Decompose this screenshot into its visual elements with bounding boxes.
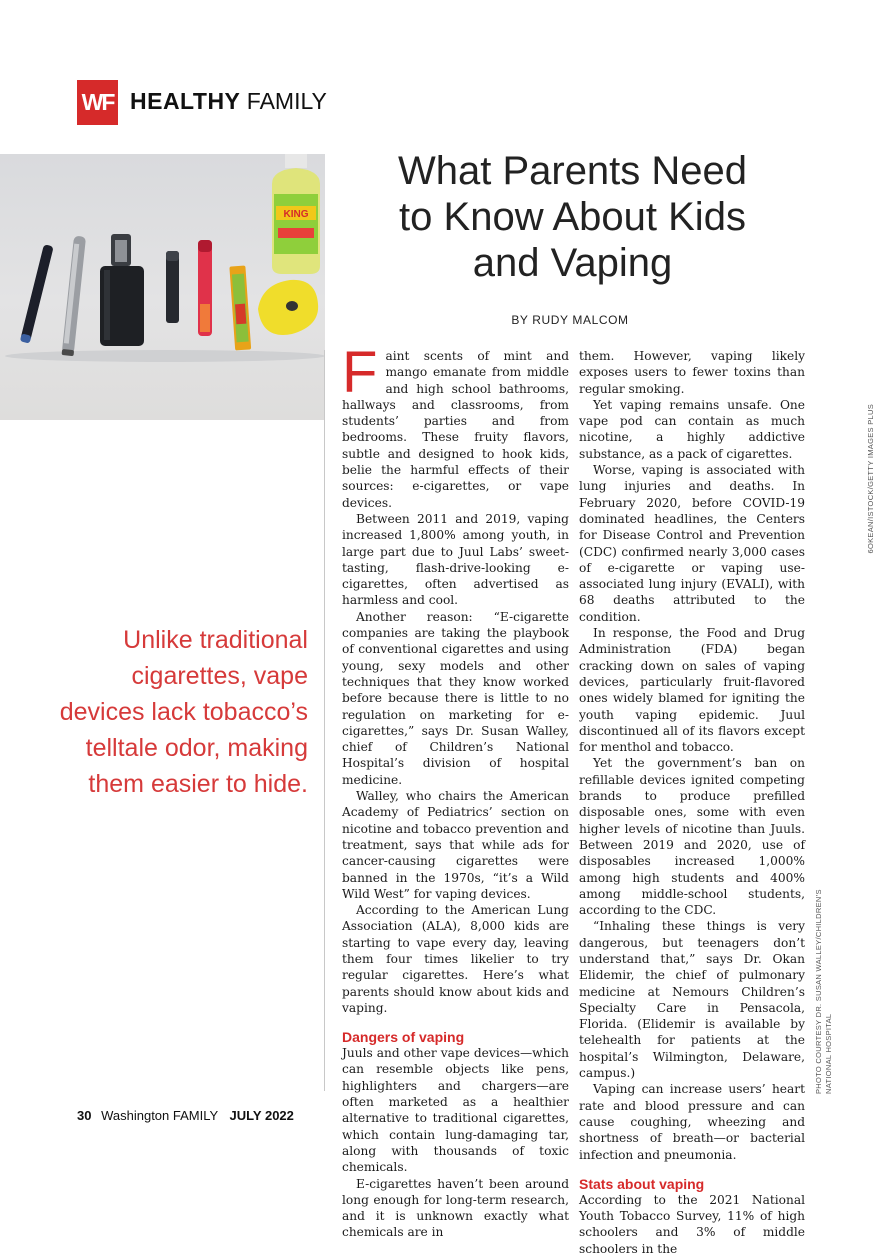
article-title bbox=[365, 148, 780, 286]
paragraph: Walley, who chairs the American Academy of Pediatrics’ section on nicotine and tobacco prevention and treatment, says that while ads for cancer-causing cigarettes were banned in the 1970s, “it’s a Wild Wild West” for vaping devices. bbox=[342, 789, 569, 901]
paragraph: Yet the government’s ban on refillable devices ignited competing brands to produce prefilled disposable ones, some with even higher levels of nicotine than Juuls. Between 2019 and 2020, use of disposables increased 1,000% among high students and 400% among middle-school students, according to the CDC. bbox=[579, 756, 805, 918]
title-line: to Know About Kids bbox=[399, 195, 746, 239]
drop-cap: F bbox=[342, 340, 378, 405]
title-line: and Vaping bbox=[472, 241, 673, 285]
paragraph: “Inhaling these things is very dangerous, but teenagers don’t understand that,” says Dr. Okan Elidemir, the chief of pulmonary medicine at Nemours Children’s Specialty Care in Pensacola, Florida. (Elidemir is available by telehealth for patients at the hospital’s Wilmington, Delaware, campus.) bbox=[579, 919, 805, 1081]
section-heading: Dangers of vaping bbox=[342, 1029, 465, 1046]
section-title-light: FAMILY bbox=[246, 88, 327, 114]
page-number: 30 bbox=[77, 1108, 92, 1123]
paragraph: Between 2011 and 2019, vaping increased 1,800% among youth, in large part due to Juul Labs’ sweet-tasting, flash-drive-looking e-cigarettes, often advertised as harmless and cool. bbox=[342, 511, 569, 608]
pull-quote: Unlike traditional cigarettes, vape devices lack tobacco’s telltale odor, making them easier to hide. bbox=[59, 626, 308, 798]
paragraph: Another reason: “E-cigarette companies are taking the playbook of conventional cigarettes and using young, sexy models and other techniques that they know worked before because there is little to no regulation on marketing for e-cigarettes,” says Dr. Susan Walley, chief of Children’s National Hospital’s division of hospital medicine. bbox=[342, 609, 569, 787]
column-divider bbox=[324, 350, 325, 1091]
body-column-2 bbox=[579, 348, 805, 1256]
page-footer bbox=[77, 1108, 294, 1123]
paragraph: them. However, vaping likely exposes users to fewer toxins than regular smoking. bbox=[579, 349, 805, 396]
paragraph: According to the American Lung Association (ALA), 8,000 kids are starting to vape every day, leaving them four times likelier to try regular cigarettes. Here’s what parents should know about kids and vaping. bbox=[342, 903, 569, 1015]
paragraph bbox=[342, 340, 569, 511]
wf-logo: WF bbox=[77, 80, 118, 125]
paragraph: Yet vaping remains unsafe. One vape pod can contain as much nicotine, a highly addictive substance, as a pack of cigarettes. bbox=[579, 397, 805, 461]
byline: BY RUDY MALCOM bbox=[511, 313, 629, 327]
title-line: What Parents Need bbox=[397, 149, 748, 193]
paragraph: In response, the Food and Drug Administration (FDA) began cracking down on sales of vaping devices, particularly fruit-flavored ones widely blamed for igniting the youth vaping epidemic. Juul discontinued all of its flavors except for menthol and tobacco. bbox=[579, 626, 805, 755]
paragraph: E-cigarettes haven’t been around long enough for long-term research, and it is unknown exactly what chemicals are in bbox=[342, 1176, 569, 1240]
issue-date: JULY 2022 bbox=[229, 1108, 294, 1123]
paragraph: Juuls and other vape devices—which can resemble objects like pens, highlighters and chargers—are often marketed as a healthier alternative to traditional cigarettes, which contain lung-damaging tar, along with thousands of toxic chemicals. bbox=[342, 1046, 569, 1175]
paragraph: Vaping can increase users’ heart rate and blood pressure and can cause coughing, wheezing and shortness of breath—or bacterial infection and pneumonia. bbox=[579, 1082, 805, 1162]
paragraph: Worse, vaping is associated with lung injuries and deaths. In February 2020, before COVID-19 dominated headlines, the Centers for Disease Control and Prevention (CDC) confirmed nearly 3,000 cases of e-cigarette or vaping use-associated lung injury (EVALI), with 68 deaths attributed to the condition. bbox=[579, 463, 805, 624]
publication-name: Washington FAMILY bbox=[101, 1108, 218, 1123]
body-column-1 bbox=[342, 340, 569, 1240]
paragraph-text: aint scents of mint and mango emanate from middle and high school bathrooms, hallways and classrooms, from students’ parties and from bedrooms. These fruity flavors, subtle and designed to hook kids, belie the harmful effects of their sources: e-cigarettes, or vape devices. bbox=[342, 349, 569, 510]
section-title-bold: HEALTHY bbox=[130, 88, 241, 114]
bottle-label: KING bbox=[283, 209, 309, 220]
paragraph: According to the 2021 National Youth Tobacco Survey, 11% of high schoolers and 3% of middle schoolers in the bbox=[579, 1192, 805, 1256]
photo-credit: PHOTO COURTESY DR. SUSAN WALLEY/CHILDREN’S NATIONAL HOSPITAL bbox=[814, 889, 833, 1094]
vape-devices-illustration bbox=[0, 154, 325, 420]
photo-credit: 6OKEAN/ISTOCK/GETTY IMAGES PLUS bbox=[866, 404, 875, 554]
section-heading: Stats about vaping bbox=[579, 1175, 705, 1192]
vape-devices-photo bbox=[0, 154, 325, 420]
section-title bbox=[130, 88, 327, 115]
